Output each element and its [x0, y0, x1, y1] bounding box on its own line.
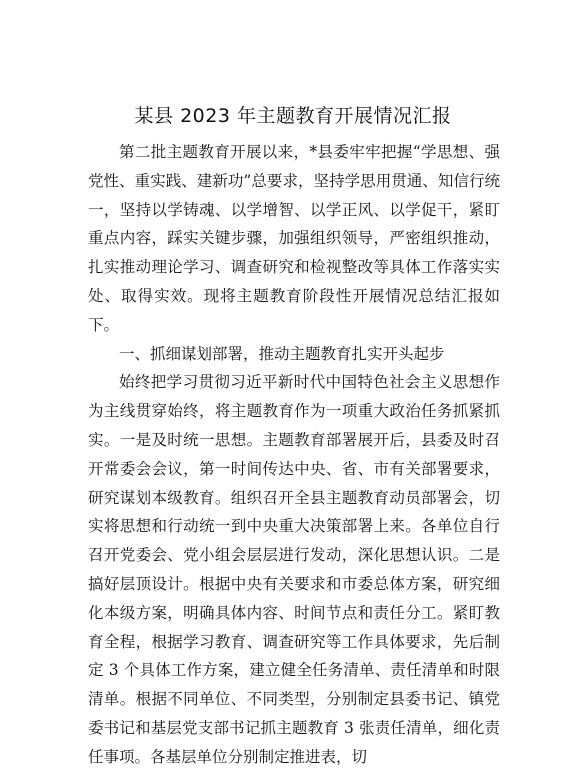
body-paragraph: 始终把学习贯彻习近平新时代中国特色社会主义思想作为主线贯穿始终，将主题教育作为一项重大政治任务抓紧抓实。一是及时统一思想。主题教育部署展开后，县委及时召开常委会会议，第一时间传达中央、省、市有关部署要求，研究谋划本级教育。组织召开全县主题教育动员部署会，切实将思想和行动统一到中央重大决策部署上来。各单位自行召开党委会、党小组会层层进行发动，深化思想认识。二是搞好层顶设计。根据中央有关要求和市委总体方案，研究细化本级方案，明确具体内容、时间节点和责任分工。紧盯教育全程，根据学习教育、调查研究等工作具体要求，先后制定 3 个具体工作方案，建立健全任务清单、责任清单和时限清单。根据不同单位、不同类型，分别制定县委书记、镇党委书记和基层党支部书记抓主题教育 3 张责任清单，细化责任事项。各基层单位分别制定推进表，切: [88, 373, 500, 766]
document-title: 某县 2023 年主题教育开展情况汇报: [134, 105, 452, 127]
intro-paragraph: 第二批主题教育开展以来，*县委牢牢把握“学思想、强党性、重实践、建新功”总要求，坚持学思用贯通、知信行统一，坚持以学铸魂、以学增智、以学正风、以学促干，紧盯重点内容，踩实关键步骤，加强组织领导，严密组织推动，扎实推动理论学习、调查研究和检视整改等具体工作落实实处、取得实效。现将主题教育阶段性开展情况总结汇报如下。: [88, 143, 500, 334]
document-body: [88, 138, 500, 772]
section-heading: 一、抓细谋划部署，推动主题教育扎实开头起步: [119, 344, 445, 363]
